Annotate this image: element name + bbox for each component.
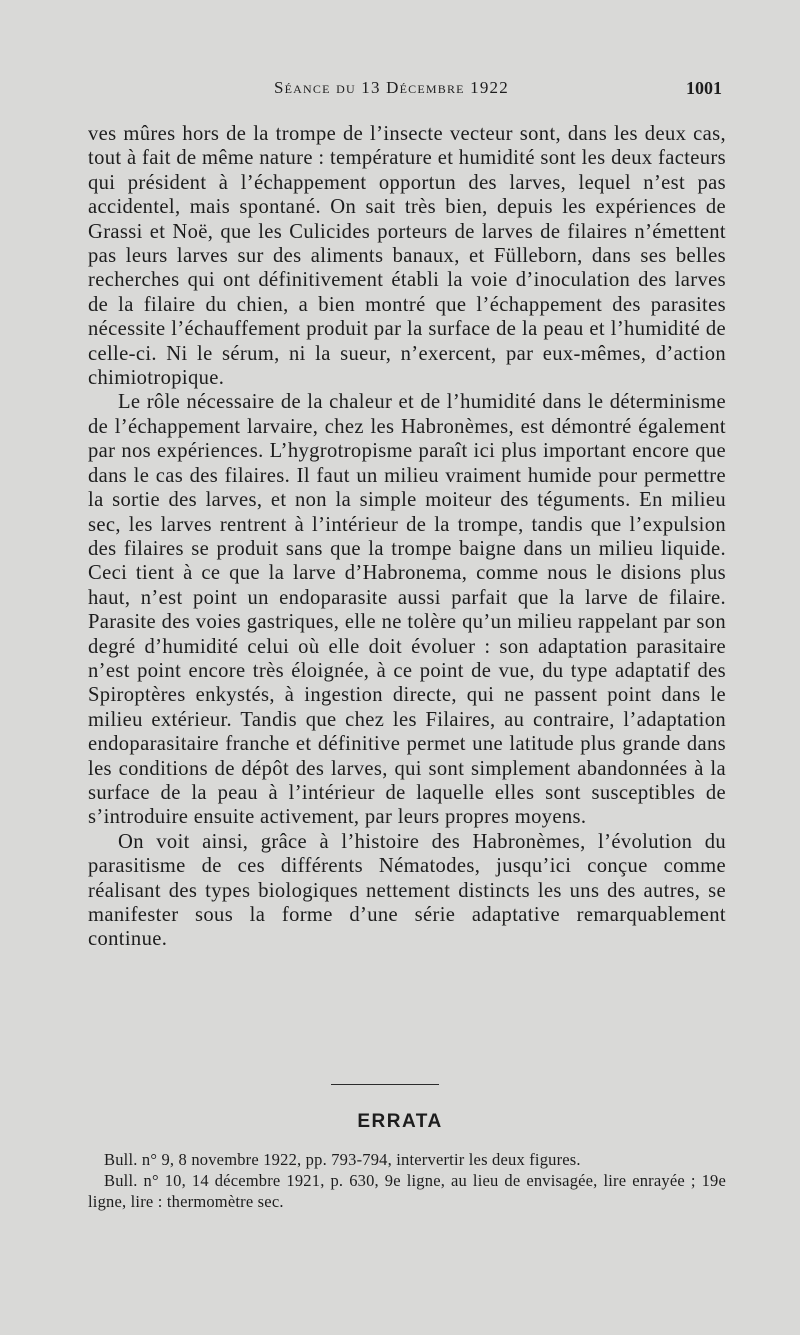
errata-heading: ERRATA xyxy=(357,1111,443,1132)
paragraph: ves mûres hors de la trompe de l’insecte vecteur sont, dans les deux cas, tout à fait de même nature : température et humidité sont les deux facteurs qui président à l’échappement opportun des larves, lequel n’est pas accidentel, mais spontané. On sait très bien, depuis les expériences de Grassi et Noë, que les Culicides porteurs de larves de filaires n’émettent pas leurs larves sur des aliments banaux, et Fülleborn, dans ses belles recherches qui ont définitivement établi la voie d’inoculation des larves de la filaire du chien, a bien montré que l’échappement des parasites nécessite l’échauffement produit par la surface de la peau et l’humidité de celle-ci. Ni le sérum, ni la sueur, n’exercent, par eux-mêmes, d’action chimiotropique. xyxy=(88,123,726,390)
paragraph: Le rôle nécessaire de la chaleur et de l’humidité dans le déterminisme de l’échappement larvaire, chez les Habronèmes, est démontré également par nos expériences. L’hygrotropisme paraît ici plus important encore que dans le cas des filaires. Il faut un milieu vraiment humide pour permettre la sortie des larves, et non la simple moiteur des téguments. En milieu sec, les larves rentrent à l’intérieur de la trompe, tandis que l’expulsion des filaires se produit sans que la trompe baigne dans un milieu liquide. Ceci tient à ce que la larve d’Habronema, comme nous le disions plus haut, n’est point un endoparasite aussi parfait que la larve de filaire. Parasite des voies gastriques, elle ne tolère qu’un milieu rappelant par son degré d’humidité celui où elle doit évoluer : son adaptation parasitaire n’est point encore très éloignée, à ce point de vue, du type adaptatif des Spiroptères enkystés, à ingestion directe, qui ne passent point dans le milieu extérieur. Tandis que chez les Filaires, au contraire, l’adaptation endoparasitaire franche et définitive permet une latitude plus grande dans les conditions de dépôt des larves, qui sont simplement abandonnées à la surface de la peau à l’intérieur de laquelle elles sont susceptibles de s’introduire ensuite activement, par leurs propres moyens. xyxy=(88,391,726,829)
running-title: Séance du 13 Décembre 1922 xyxy=(274,78,509,97)
body-text xyxy=(88,122,726,952)
errata-list xyxy=(88,1149,726,1212)
errata-entry: Bull. n° 10, 14 décembre 1921, p. 630, 9e ligne, au lieu de envisagée, lire enrayée ; 19e ligne, lire : thermomètre sec. xyxy=(88,1171,726,1211)
page-number: 1001 xyxy=(686,78,722,98)
page-header xyxy=(0,78,800,102)
section-divider xyxy=(331,1084,439,1085)
errata-entry: Bull. n° 9, 8 novembre 1922, pp. 793-794, intervertir les deux figures. xyxy=(104,1150,581,1169)
paragraph: On voit ainsi, grâce à l’histoire des Habronèmes, l’évolution du parasitisme de ces différents Nématodes, jusqu’ici conçue comme réalisant des types biologiques nettement distincts les uns des autres, se manifester sous la forme d’une série adaptative remarquablement continue. xyxy=(88,830,726,951)
